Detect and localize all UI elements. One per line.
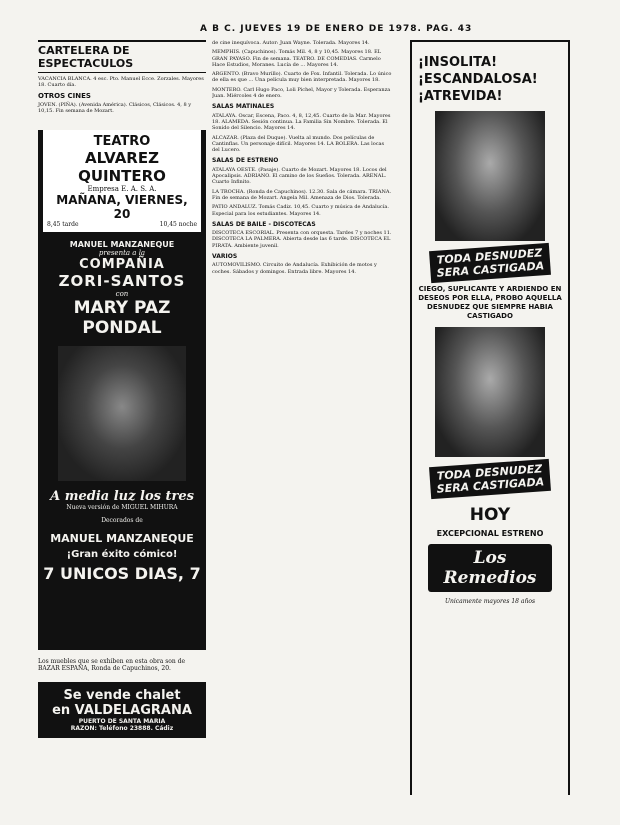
title-banner-2: TODA DESNUDEZ SERA CASTIGADA — [429, 459, 551, 499]
varios-heading: VARIOS — [212, 253, 238, 261]
estreno-label: EXCEPCIONAL ESTRENO — [436, 529, 544, 538]
con: con — [115, 290, 129, 298]
compania: COMPAÑIA — [79, 257, 165, 272]
chalet-phone: RAZON: Teléfono 23888. Cádiz — [70, 725, 174, 732]
listing-p2: ARGENTO. (Bravo Murillo). Cuarto de Fox. Infantil. Tolerada. Lo único de ella es que ... Una película muy bien interpretada. Mayores 18. — [212, 71, 392, 84]
time-right: 10,45 noche — [159, 221, 197, 228]
intro-text: VACANCIA BLANCA. 4 esc. Pto. Manuel Ecce. Zorzales. Mayores 18. Cuarto día. — [38, 76, 204, 88]
listing-p7: LA TROCHA. (Ronda de Capuchinos). 12.30. Sala de cámara. TRIANA. Fin de semana de Mozart. Angela Mil. Amenaza de Dios. Tolerada. — [212, 188, 392, 201]
page-header: A B C. JUEVES 19 DE ENERO DE 1978. PAG. 43 — [200, 24, 473, 34]
tagline: CIEGO, SUPLICANTE Y ARDIENDO EN DESEOS POR ELLA, PROBO AQUELLA DESNUDEZ QUE SIEMPRE HABIA CASTIGADO — [418, 285, 562, 320]
listing-p3: MONTERO. Carl Hugo Paco, Loli Pichel, Mayor y Tolerada. Esperanza Juan. Miércoles 4 de enero. — [212, 86, 391, 100]
listing-p4: ATALAYA. Oscar, Escena, Paco. 4, 8, 12,45. Cuarto de la Mar. Mayores 18. ALAMEDA. Sesión continua. La Familia Sin Nombre. Tolerada. El Sonido del Silencio. Mayores 14. — [212, 112, 391, 132]
date-line: MAÑANA, VIERNES, 20 — [56, 193, 188, 221]
listing-p5: ALCAZAR. (Plaza del Duque). Vuelta al mundo. Dos películas de Cantinflas. Un personaje difícil. Mayores 14. LA BOLERA. Las locas del Lucero. — [212, 134, 385, 154]
zori-santos: ZORI-SANTOS — [58, 272, 186, 290]
headline-2: ¡ESCANDALOSA! — [418, 72, 538, 87]
presenta: presenta a la — [98, 249, 146, 257]
play-author: Nueva versión de MIGUEL MIHURA — [66, 504, 178, 511]
figure-image-1 — [435, 111, 545, 241]
time-left: 8,45 tarde — [47, 221, 79, 228]
cinema-logo: Los Remedios — [428, 544, 552, 592]
play-photo — [58, 346, 186, 481]
cartelera-heading: CARTELERA DE ESPECTACULOS — [38, 40, 206, 73]
theatre-name: ALVAREZ QUINTERO — [78, 149, 166, 185]
salas-baile-heading: SALAS DE BAILE - DISCOTECAS — [212, 220, 316, 228]
listing-p1: MEMPHIS. (Capuchinos). Tomás Mil. 4, 8 y 10,45. Mayores 18. EL GRAN PAYASO. Fin de semana. TEATRO. DE COMEDIAS. Carmelo Hace Estudios, Moranes. Lucía de ... Mayores 14. — [212, 49, 382, 68]
teatro-advert — [38, 130, 206, 650]
listing-p9: DISCOTECA ESCORIAL. Presenta con orquesta. Tardes 7 y noches 11. DISCOTECA LA PALMERA. Abierta desde las 6 tarde. DISCOTECA EL PIRATA. Ambiente juvenil. — [212, 230, 392, 249]
headline-3: ¡ATREVIDA! — [418, 89, 503, 104]
teatro-box — [43, 130, 201, 232]
mary-paz-pondal: MARY PAZ PONDAL — [73, 298, 171, 338]
age-restriction: Unicamente mayores 18 años — [444, 598, 536, 605]
chalet-location: en VALDELAGRANA — [52, 703, 192, 718]
play-title: A media luz los tres — [50, 489, 194, 504]
film-advert — [410, 40, 570, 795]
listings-column — [212, 40, 392, 275]
exito-comico: ¡Gran éxito cómico! — [66, 549, 178, 560]
otros-cines-text: JOVEN. (PIÑA). (Avenida América). Clásicos, Clásicos. 4, 8 y 10,15. Fin semana de Mozart. — [38, 102, 192, 114]
salas-estreno-heading: SALAS DE ESTRENO — [212, 157, 279, 165]
salas-matinales-heading: SALAS MATINALES — [212, 103, 275, 111]
listing-top: de cine inequívoca. Autor: Juan Wayne. Tolerada. Mayores 14. — [212, 40, 370, 46]
decorado-label: Decorados de — [101, 517, 143, 524]
listing-p10: AUTOMOVILISMO. Circuito de Andalucía. Exhibición de motos y coches. Sábados y domingos. Entrada libre. Mayores 14. — [212, 262, 377, 275]
manuel-manzaneque-2: MANUEL MANZANEQUE — [50, 532, 194, 545]
footnote: Los muebles que se exhiben en esta obra son de BAZAR ESPAÑA, Ronda de Capuchinos, 20. — [38, 658, 186, 672]
film-headline — [412, 42, 568, 105]
teatro-label: TEATRO — [93, 134, 151, 149]
headline-1: ¡INSOLITA! — [418, 55, 498, 70]
figure-image-2 — [435, 327, 545, 457]
chalet-title: Se vende chalet — [63, 688, 181, 703]
listing-p6: ATALAYA OESTE. (Pasaje). Cuarto de Mozart. Mayores 18. Locos del Apocalipsis. ADRIANO. El camino de los Sueños. Tolerada. ARENAL. Cuarto Infinito. — [212, 166, 387, 186]
chalet-advert — [38, 682, 206, 738]
presenter: MANUEL MANZANEQUE — [69, 240, 175, 249]
empresa: Empresa E. A. S. A. — [87, 185, 157, 193]
chalet-port: PUERTO DE SANTA MARIA — [78, 718, 166, 725]
left-column — [38, 40, 206, 738]
otros-cines-heading: OTROS CINES — [38, 92, 91, 100]
unicos-dias: 7 UNICOS DIAS, 7 — [43, 564, 201, 583]
listing-p8: PATIO ANDALUZ. Tomás Cadiz. 10,45. Cuarto y música de Andalucía. Especial para los estudiantes. Mayores 14. — [212, 204, 389, 217]
hoy-label: HOY — [469, 505, 511, 525]
title-banner-1: TODA DESNUDEZ SERA CASTIGADA — [429, 243, 551, 283]
